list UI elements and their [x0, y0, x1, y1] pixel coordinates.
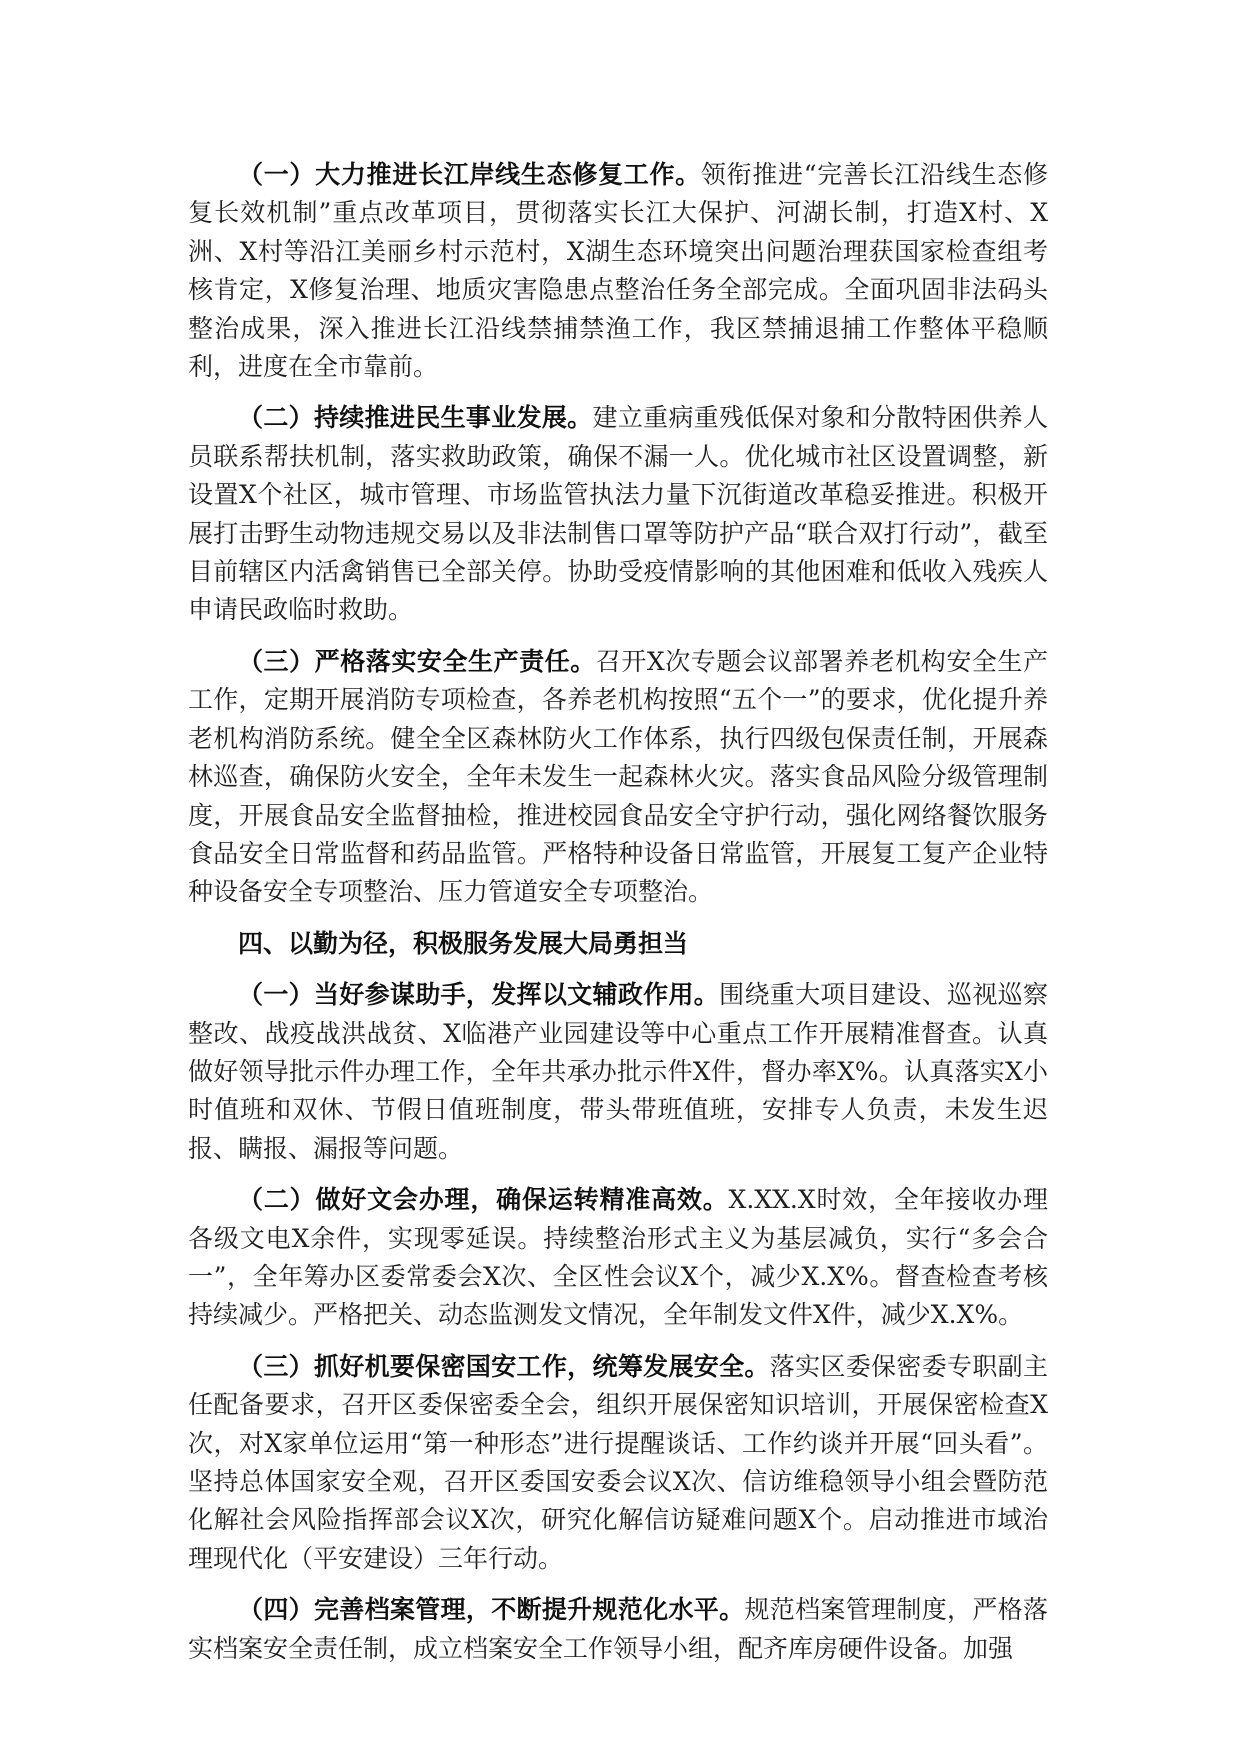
paragraph-livelihood	[188, 399, 1048, 629]
paragraph-lead: （二）持续推进民生事业发展。	[238, 403, 593, 433]
paragraph-documents	[188, 1181, 1048, 1335]
paragraph-lead: （一）大力推进长江岸线生态修复工作。	[238, 160, 701, 189]
paragraph-text: 规范档案管理制度，严格落实档案安全责任制，成立档案安全工作领导小组，配齐库房硬件设备。加强	[188, 1595, 1048, 1663]
paragraph-text: 围绕重大项目建设、巡视巡察整改、战疫战洪战贫、X临港产业园建设等中心重点工作开展精准督查。认真做好领导批示件办理工作，全年共承办批示件X件，督办率X%。认真落实X小时值班和双休、节假日值班制度，带头带班值班，安排专人负责，未发生迟报、瞒报、漏报等问题。	[188, 980, 1048, 1163]
document-body	[188, 156, 1048, 1681]
paragraph-lead: （二）做好文会办理，确保运转精准高效。	[238, 1185, 729, 1215]
paragraph-safety	[188, 643, 1048, 912]
paragraph-confidentiality	[188, 1348, 1048, 1578]
paragraph-text: X.XX.X时效，全年接收办理各级文电X余件，实现零延误。持续整治形式主义为基层减负，实行“多会合一”，全年筹办区委常委会X次、全区性会议X个，减少X.X%。督查检查考核持续减少。严格把关、动态监测发文情况，全年制发文件X件，减少X.X%。	[188, 1185, 1048, 1330]
paragraph-advisory	[188, 976, 1048, 1168]
paragraph-text: 建立重病重残低保对象和分散特困供养人员联系帮扶机制，落实救助政策，确保不漏一人。优化城市社区设置调整，新设置X个社区，城市管理、市场监管执法力量下沉街道改革稳妥推进。积极开展打击野生动物违规交易以及非法制售口罩等防护产品“联合双打行动”，截至目前辖区内活禽销售已全部关停。协助受疫情影响的其他困难和低收入残疾人申请民政临时救助。	[188, 403, 1048, 625]
paragraph-lead: （三）抓好机要保密国安工作，统筹发展安全。	[238, 1351, 770, 1381]
section-heading: 四、以勤为径，积极服务发展大局勇担当	[238, 928, 689, 958]
paragraph-archives	[188, 1591, 1048, 1668]
paragraph-text: 召开X次专题会议部署养老机构安全生产工作，定期开展消防专项检查，各养老机构按照“五个一”的要求，优化提升养老机构消防系统。健全全区森林防火工作体系，执行四级包保责任制，开展森林巡查，确保防火安全，全年未发生一起森林火灾。落实食品风险分级管理制度，开展食品安全监督抽检，推进校园食品安全守护行动，强化网络餐饮服务食品安全日常监督和药品监管。严格特种设备日常监管，开展复工复产企业特种设备安全专项整治、压力管道安全专项整治。	[188, 646, 1048, 907]
paragraph-text: 落实区委保密委专职副主任配备要求，召开区委保密委全会，组织开展保密知识培训，开展保密检查X次，对X家单位运用“第一种形态”进行提醒谈话、工作约谈并开展“回头看”。坚持总体国家安全观，召开区委国安委会议X次、信访维稳领导小组会暨防范化解社会风险指挥部会议X次，研究化解信访疑难问题X个。启动推进市域治理现代化（平安建设）三年行动。	[188, 1351, 1048, 1573]
paragraph-text: 领衔推进“完善长江沿线生态修复长效机制”重点改革项目，贯彻落实长江大保护、河湖长制，打造X村、X洲、X村等沿江美丽乡村示范村，X湖生态环境突出问题治理获国家检查组考核肯定，X修复治理、地质灾害隐患点整治任务全部完成。全面巩固非法码头整治成果，深入推进长江沿线禁捕禁渔工作，我区禁捕退捕工作整体平稳顺利，进度在全市靠前。	[188, 160, 1048, 382]
paragraph-lead: （三）严格落实安全生产责任。	[238, 646, 596, 676]
paragraph-ecology	[188, 156, 1048, 386]
paragraph-lead: （一）当好参谋助手，发挥以文辅政作用。	[238, 980, 720, 1010]
paragraph-lead: （四）完善档案管理，不断提升规范化水平。	[238, 1595, 745, 1625]
